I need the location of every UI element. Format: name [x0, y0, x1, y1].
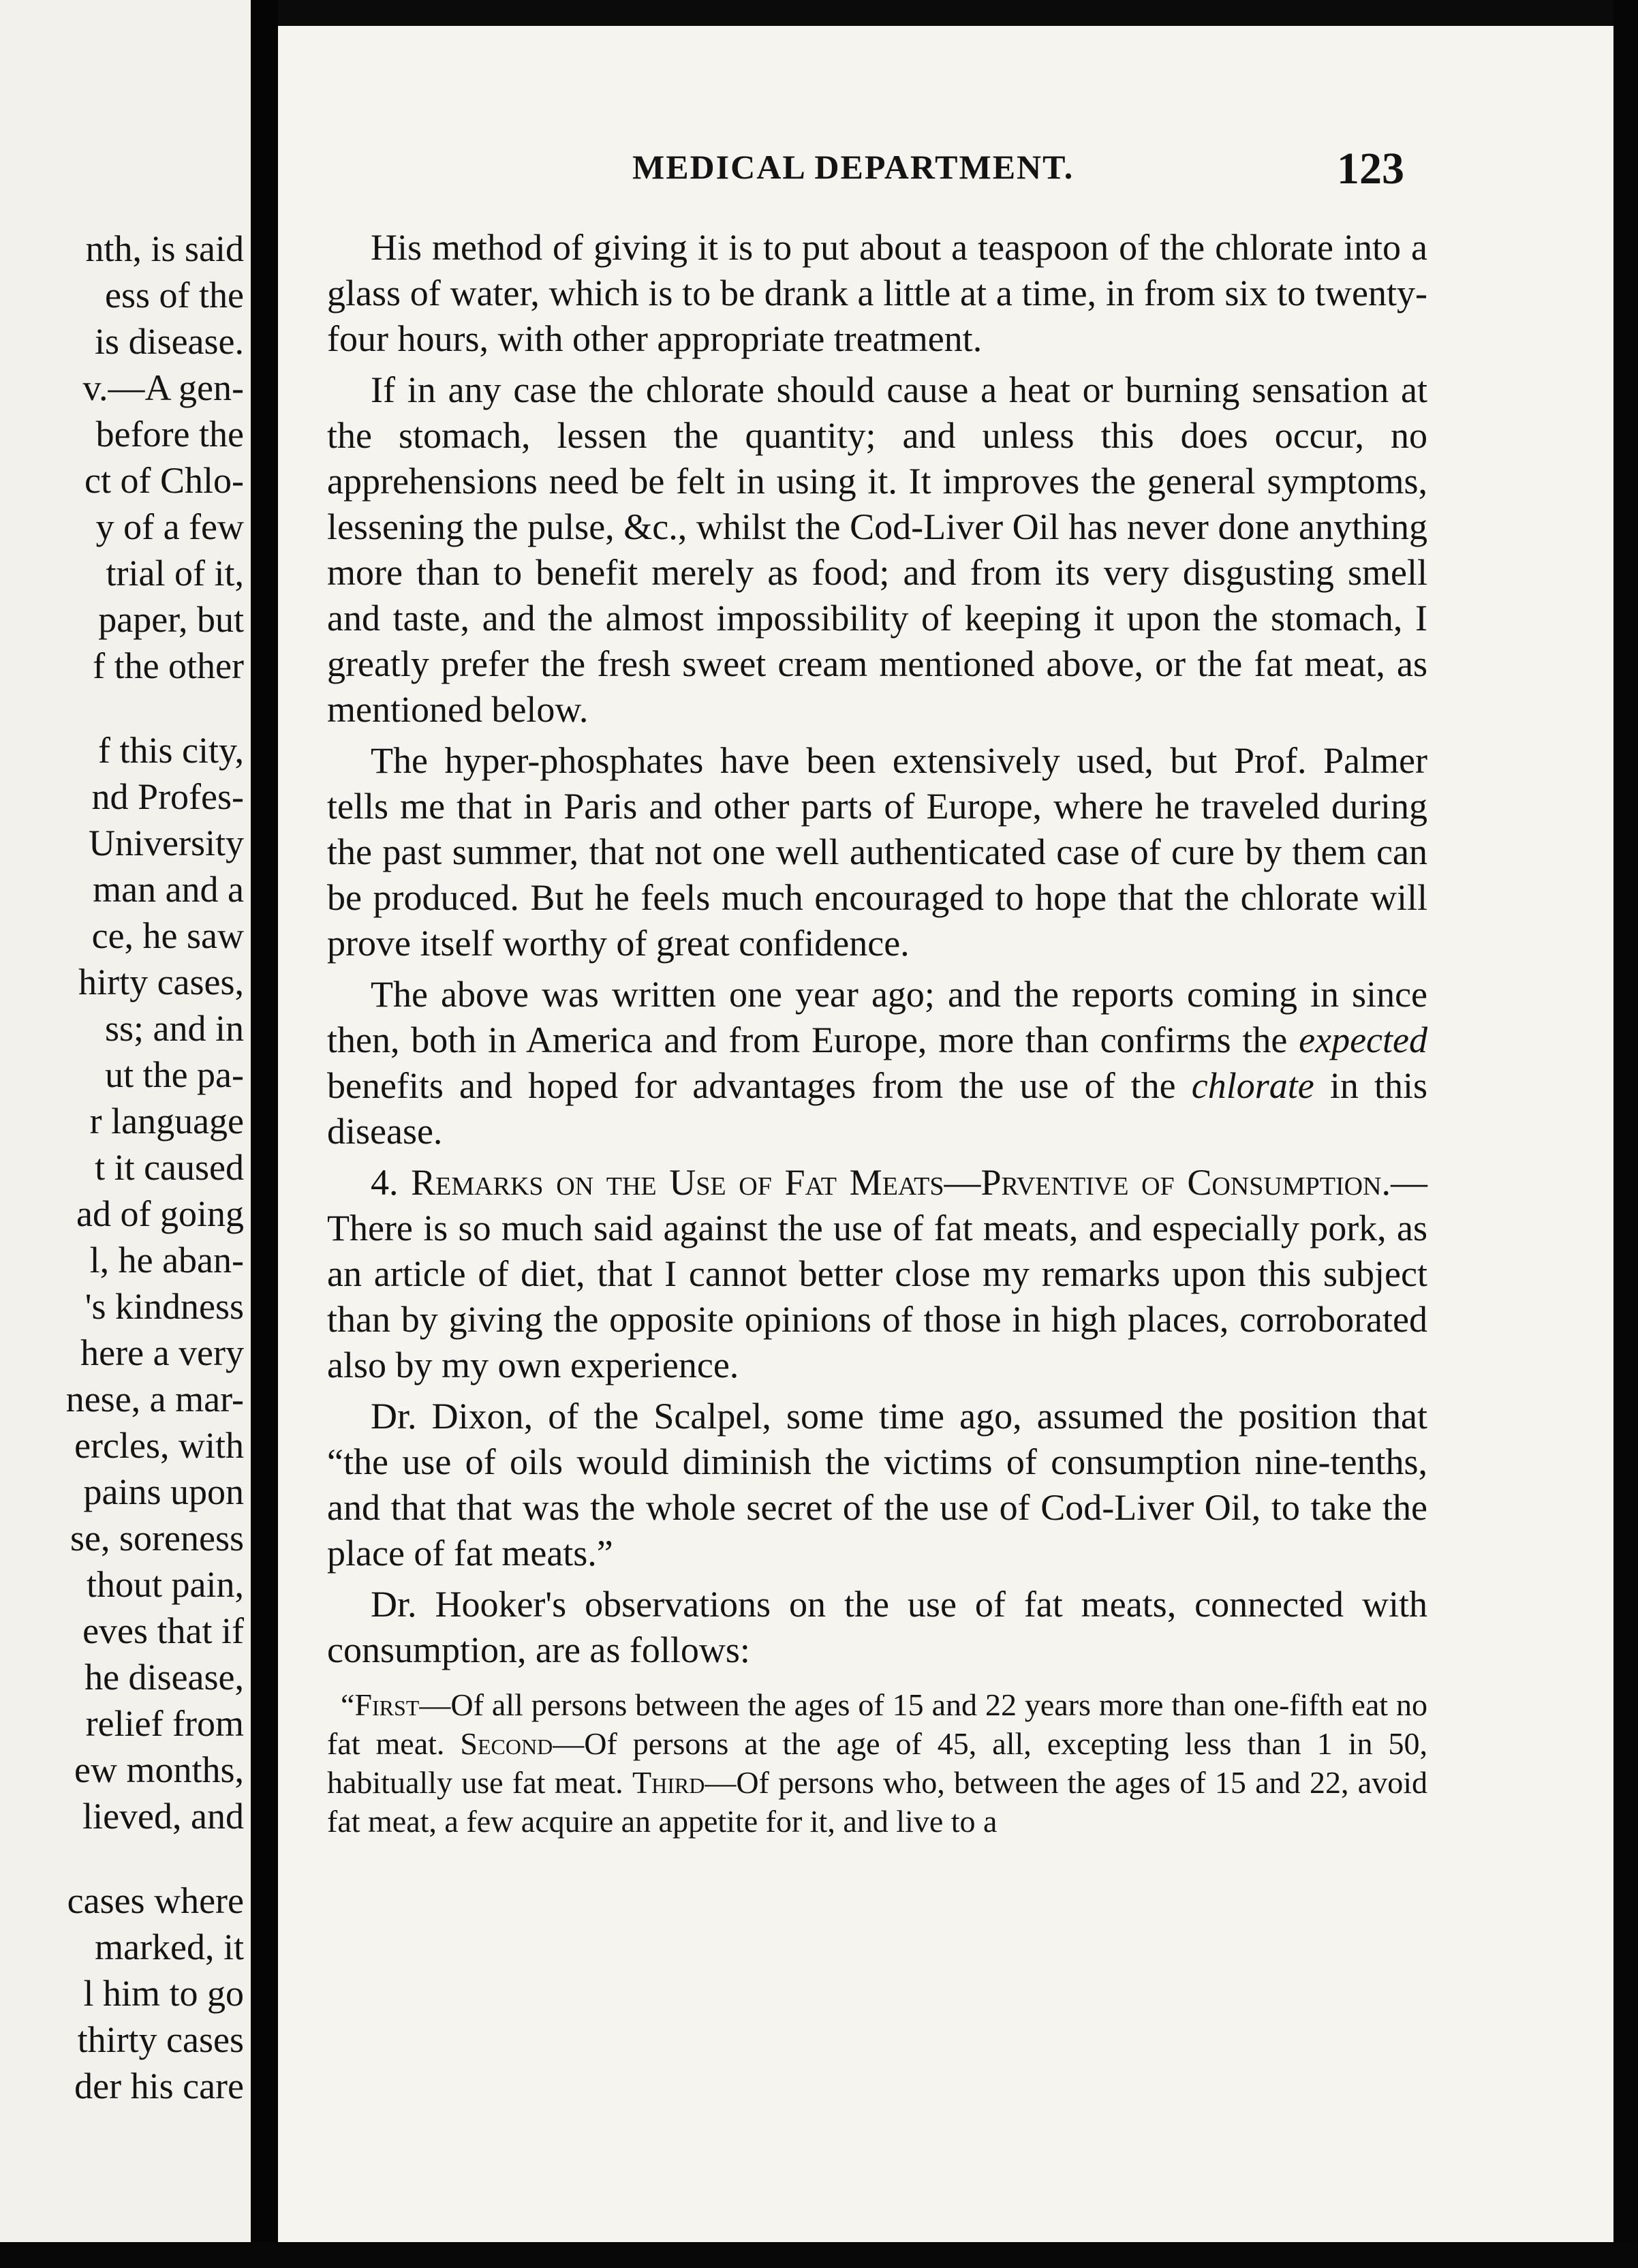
paragraph-fat-meats [327, 1160, 1427, 1388]
reports-emphasis-expected: expected [1299, 1020, 1427, 1060]
left-page-line: ercles, with [74, 1425, 244, 1466]
left-page-fragment [0, 0, 251, 2242]
quote-third-text: —Of persons who, between the ages of 15 and 22, avoid fat meat, a few acquire an appetite for it, and live to a [327, 1765, 1427, 1839]
left-page-line: y of a few [95, 506, 244, 547]
left-page-line: f this city, [98, 730, 244, 771]
paragraph-hooker: Dr. Hooker's observations on the use of fat meats, connected with consumption, are as follows: [327, 1584, 1427, 1670]
left-page-line: marked, it [95, 1927, 244, 1967]
left-page-line: eves that if [82, 1610, 244, 1651]
body-text [327, 225, 1427, 1841]
left-page-line: l him to go [83, 1973, 244, 2014]
left-page-line: 's kindness [84, 1286, 244, 1327]
left-page-line: trial of it, [106, 553, 244, 594]
quote-first-text: —Of all persons between the ages of 15 and 22 years more than one-fifth eat no fat meat. [327, 1687, 1427, 1761]
left-page-line: he disease, [84, 1657, 244, 1698]
left-page-line: University [89, 823, 244, 863]
left-page-line: nth, is said [85, 228, 244, 269]
quote-third-label: Third [632, 1765, 705, 1800]
section-heading: 4. Remarks on the Use of Fat Meats—Prventive of Consumption. [371, 1162, 1391, 1203]
scan-edge-right [1613, 0, 1638, 2268]
paragraph-reports [327, 972, 1427, 1154]
quote-second-label: Second [460, 1726, 553, 1761]
reports-emphasis-chlorate: chlorate [1191, 1065, 1314, 1106]
left-page-line: nd Profes- [91, 776, 244, 817]
scan-edge-bottom [0, 2242, 1638, 2268]
paragraph-hyper-phosphates: The hyper-phosphates have been extensively used, but Prof. Palmer tells me that in Paris and other parts of Europe, where he traveled during the past summer, that not one well authenticated case of cure by them can be produced. But he feels much encouraged to hope that the chlorate will prove itself worthy of great confidence. [327, 740, 1427, 964]
paragraph-chlorate-caution: If in any case the chlorate should cause a heat or burning sensation at the stomach, lessen the quantity; and unless this does occur, no apprehensions need be felt in using it. It improves the general symptoms, lessening the pulse, &c., whilst the Cod-Liver Oil has never done anything more than to benefit merely as food; and from its very disgusting smell and taste, and the almost impossibility of keeping it upon the stomach, I greatly prefer the fresh sweet cream mentioned above, or the fat meat, as mentioned below. [327, 369, 1427, 730]
section-text: —There is so much said against the use of fat meats, and especially pork, as an article of diet, that I cannot better close my remarks upon this subject than by giving the opposite opinions of those in high places, corroborated also by my own experience. [327, 1162, 1427, 1385]
left-page-line: is disease. [95, 321, 244, 362]
left-page-line: cases where [67, 1880, 244, 1921]
book-gutter [251, 0, 278, 2268]
right-page [278, 26, 1613, 2242]
left-page-line: pains upon [83, 1471, 244, 1512]
left-page-line: paper, but [98, 599, 244, 640]
running-head: MEDICAL DEPARTMENT. [632, 148, 1075, 186]
block-quote-hooker [327, 1685, 1427, 1841]
left-page-line: thout pain, [87, 1564, 244, 1605]
left-page-line: ad of going [76, 1193, 244, 1234]
left-page-line: se, soreness [70, 1518, 244, 1559]
page-number: 123 [1337, 144, 1404, 194]
left-page-line: ct of Chlo- [84, 460, 244, 501]
reports-text-3: in this disease. [327, 1065, 1427, 1152]
left-page-line: man and a [93, 869, 244, 910]
quote-open-mark: “ [341, 1687, 355, 1722]
left-page-line: v.—A gen- [82, 367, 244, 408]
left-page-line: ss; and in [104, 1008, 244, 1049]
quote-second-text: —Of persons at the age of 45, all, excepting less than 1 in 50, habitually use fat meat. [327, 1726, 1428, 1800]
left-page-line: nese, a mar- [65, 1379, 244, 1420]
left-page-line: before the [95, 414, 244, 455]
left-page-line: here a very [80, 1332, 244, 1373]
paragraph-dixon: Dr. Dixon, of the Scalpel, some time ago, assumed the position that “the use of oils would diminish the victims of consumption nine-tenths, and that that was the whole secret of the use of Cod-Liver Oil, to take the place of fat meats.” [327, 1396, 1427, 1574]
left-page-line: relief from [85, 1703, 244, 1744]
left-page-line: thirty cases [77, 2019, 244, 2060]
left-page-line: l, he aban- [89, 1240, 244, 1281]
left-page-line: t it caused [95, 1147, 244, 1188]
left-page-line: hirty cases, [78, 962, 244, 1002]
page-header [278, 26, 1613, 224]
left-page-line: ce, he saw [91, 915, 244, 956]
left-page-line: ess of the [105, 275, 244, 316]
left-page-line: der his care [74, 2066, 244, 2106]
left-page-line: ew months, [74, 1749, 244, 1790]
quote-first-label: First [354, 1687, 420, 1722]
left-page-line: ut the pa- [105, 1054, 244, 1095]
left-page-line: lieved, and [82, 1796, 244, 1837]
reports-text-2: benefits and hoped for advantages from the use of the [327, 1065, 1192, 1106]
reports-text-1: The above was written one year ago; and the reports coming in since then, both in America and from Europe, more than confirms the [327, 974, 1427, 1060]
left-page-line: f the other [93, 645, 244, 686]
left-page-line: r language [89, 1101, 244, 1141]
paragraph-method: His method of giving it is to put about a teaspoon of the chlorate into a glass of water, which is to be drank a little at a time, in from six to twenty-four hours, with other appropriate treatment. [327, 227, 1427, 359]
